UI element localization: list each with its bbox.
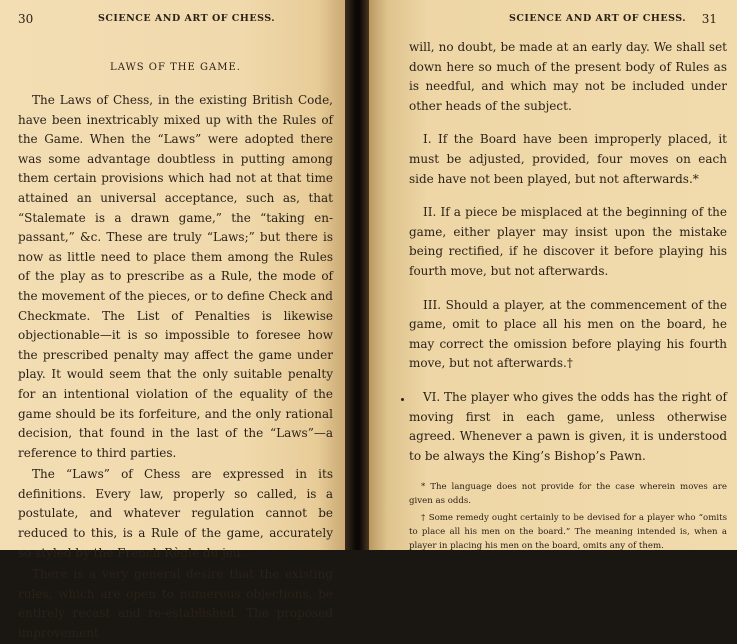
left-page-number: 30 (18, 12, 34, 26)
footnote-asterisk: * The language does not provide for the case wherein moves are given as odds. (409, 482, 727, 507)
right-running-title: SCIENCE AND ART OF CHESS. (509, 13, 687, 24)
rule-6: VI. The player who gives the odds has the right of moving first in each game, unless otherwise agreed. Whenever a pawn is given, it is understood to be always the King’s Bishop’s Pawn. (409, 389, 727, 463)
section-title: LAWS OF THE GAME. (110, 62, 241, 73)
left-running-title: SCIENCE AND ART OF CHESS. (98, 13, 276, 24)
ink-speck (401, 398, 404, 401)
book-gutter (345, 0, 369, 550)
rule-1: I. If the Board have been improperly placed, it must be adjusted, provided, four moves on each side have not been played, but not afterwards.* (409, 132, 727, 186)
footnote-dagger: † Some remedy ought certainly to be devised for a player who “omits to place all his men on the board.” The meaning intended is, when a player in placing his men on the board, omits any of them. (409, 513, 727, 552)
left-paragraph-2: The “Laws” of Chess are expressed in its definitions. Every law, properly so called, is a postulate, and whatever regulation cannot be reduced to this, is a Rule of the game, accurately so styled by the French Règle du jeu. (18, 467, 333, 560)
footnotes (409, 480, 727, 553)
left-running-head (18, 12, 333, 34)
rule-2: II. If a piece be misplaced at the beginning of the game, either player may insist upon the mistake being rectified, if he discover it before playing his fourth move, but not afterwards. (409, 205, 727, 278)
left-paragraph-3: There is a very general desire that the existing rules, which are open to numerous objections, be entirely recast and re-established. The proposed improvement (18, 567, 333, 641)
rule-3: III. Should a player, at the commencement of the game, omit to place all his men on the board, he may correct the omission before playing his fourth move, but not afterwards.† (409, 297, 727, 371)
right-continuation-text: will, no doubt, be made at an early day. We shall set down here so much of the present body of Rules as is needful, and which may not be included under other heads of the subject. (409, 40, 727, 113)
right-running-head (409, 12, 727, 34)
right-page (369, 0, 737, 550)
right-page-number: 31 (701, 12, 717, 26)
left-paragraph-1: The Laws of Chess, in the existing British Code, have been inextricably mixed up with the Rules of the Game. When the “Laws” were adopted there was some advantage doubtless in putting among them certain provisions which had not at that time attained an universal acceptance, such as, that “Stalemate is a drawn game,” the “taking en-passant,” &c. These are truly “Laws;” but there is now as little need to place them among the Rules of the play as to prescribe as a Rule, the mode of the movement of the pieces, or to define Check and Checkmate. The List of Penalties is likewise objectionable—it is so impossible to foresee how the prescribed penalty may affect the game under play. It would seem that the only suitable penalty for an intentional violation of the equality of the game should be its forfeiture, and the only rational decision, that found in the last of the “Laws”—a reference to third parties. (18, 93, 333, 460)
left-page (0, 0, 345, 641)
